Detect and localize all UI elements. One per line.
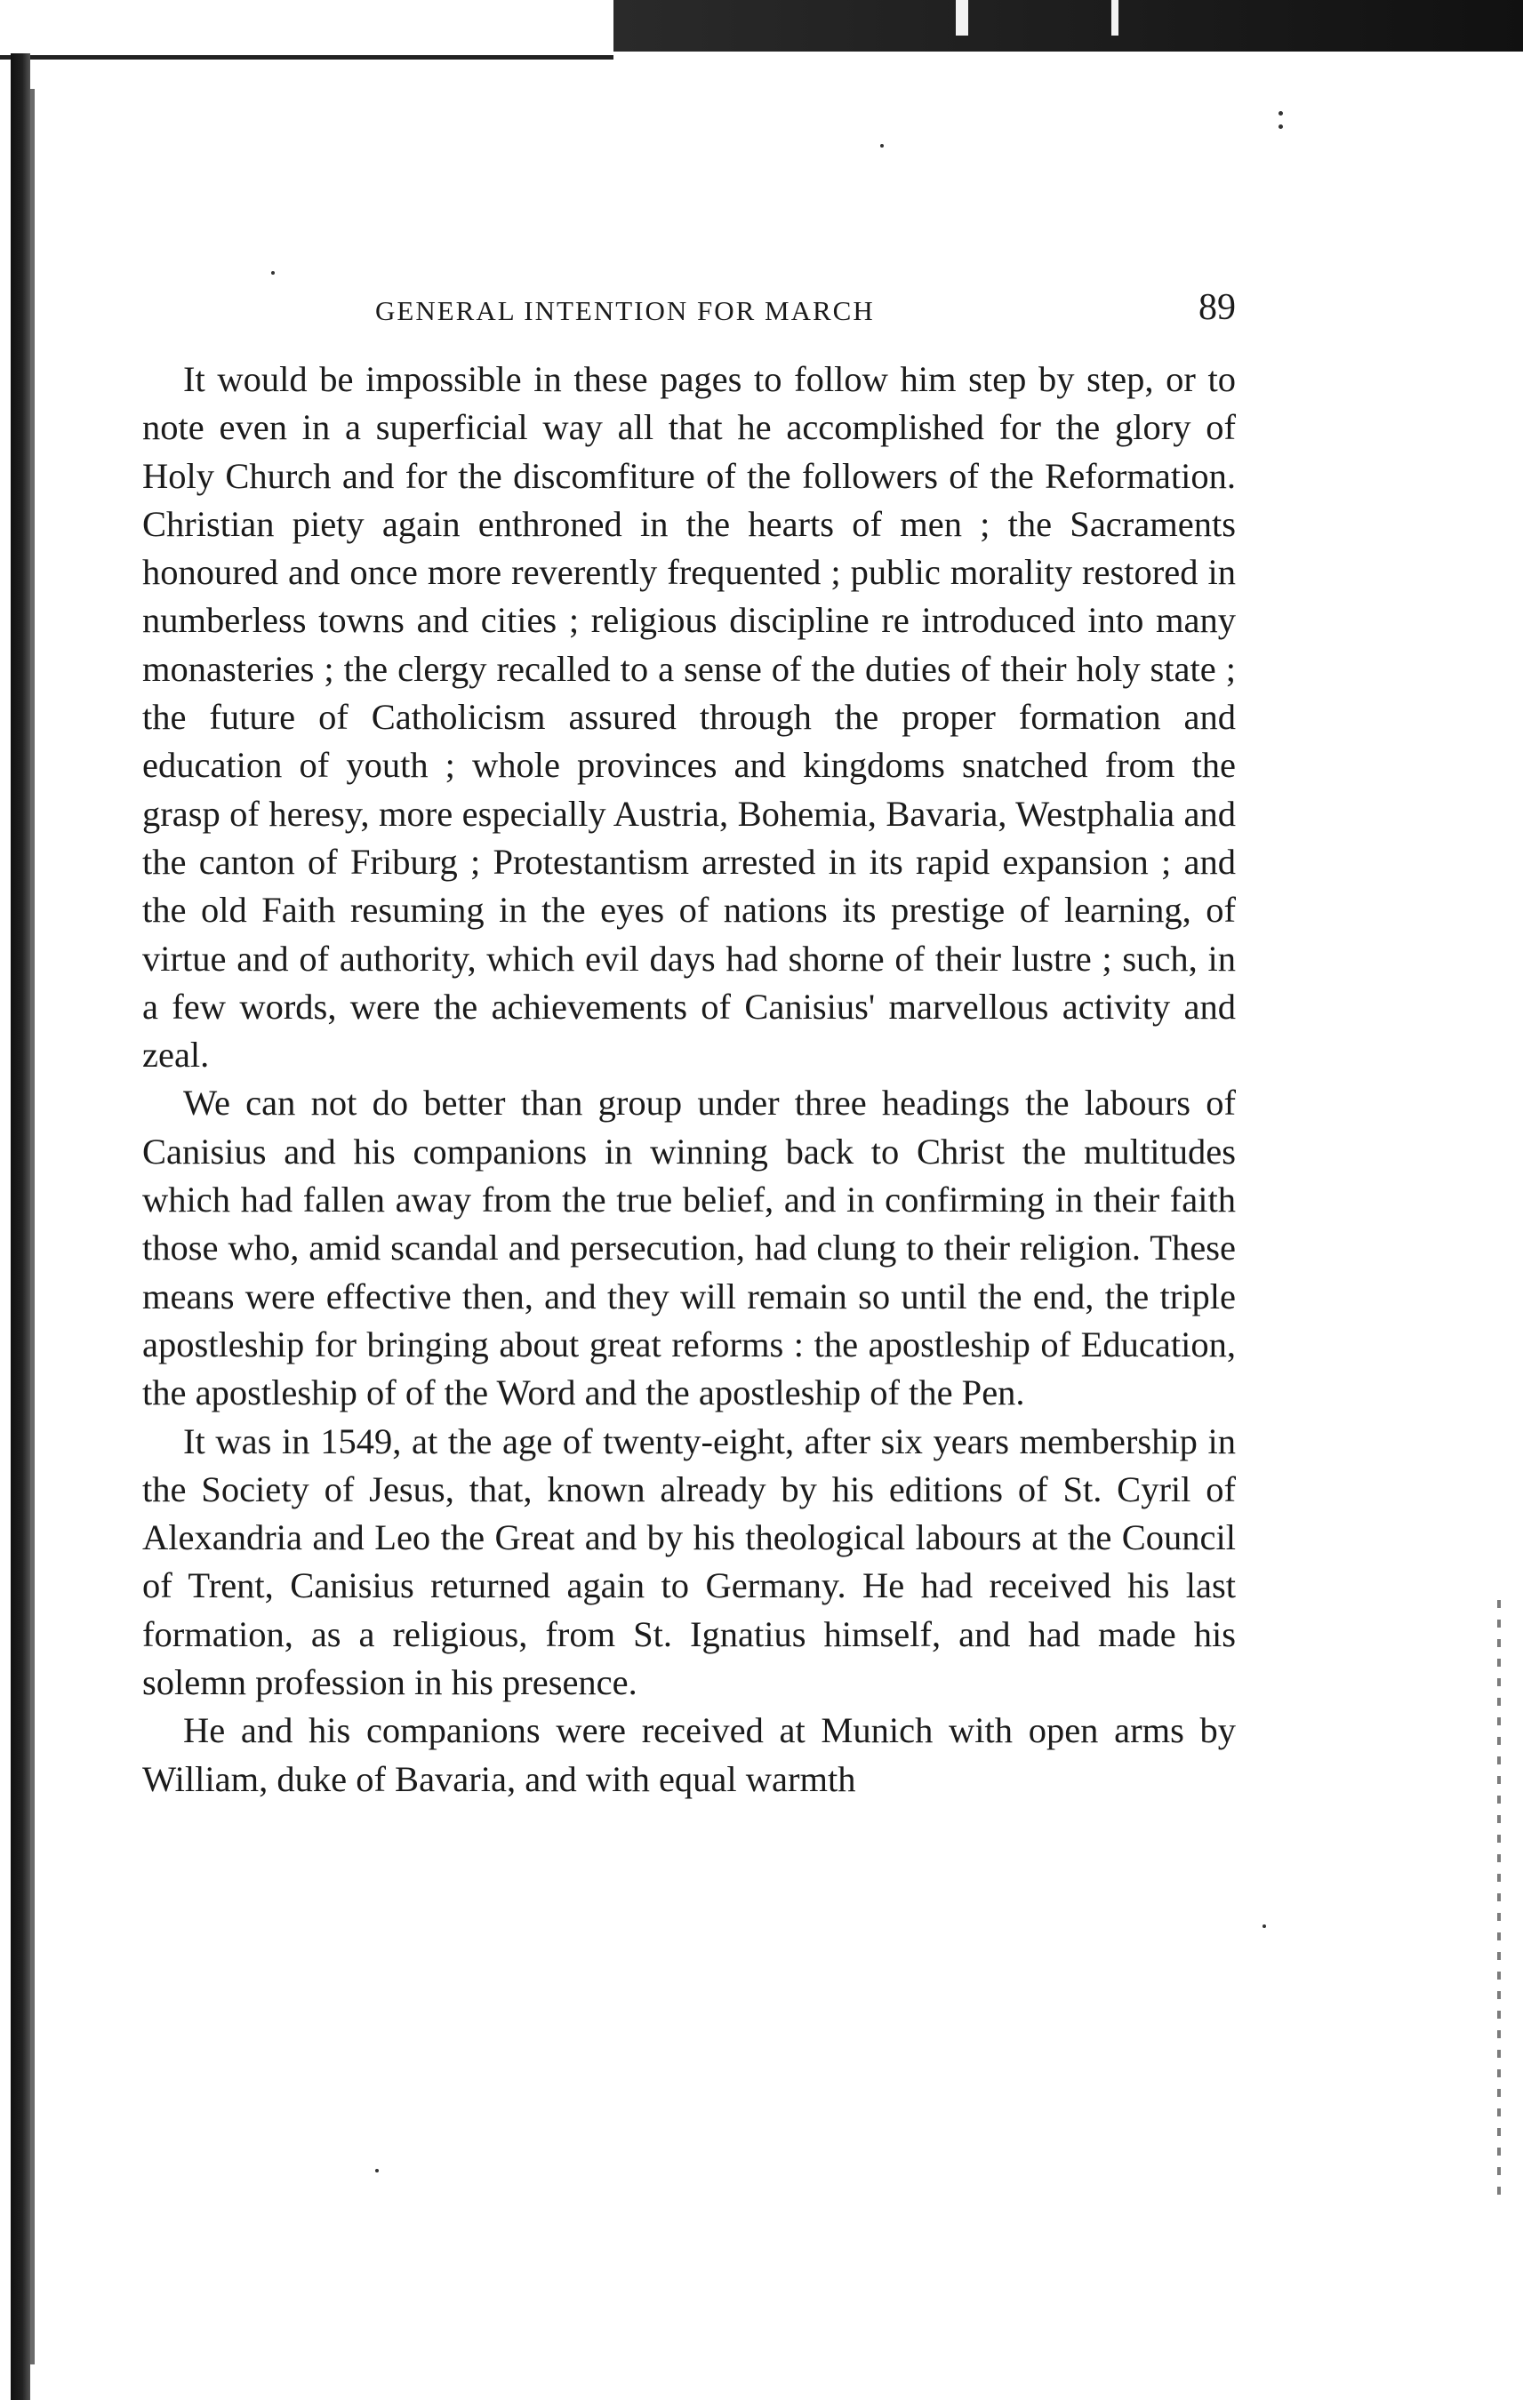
scan-speck xyxy=(1262,1924,1266,1928)
scan-top-edge xyxy=(0,0,613,60)
scan-binding-shadow xyxy=(30,89,35,2364)
page-number: 89 xyxy=(1198,287,1236,328)
scan-border-gap xyxy=(956,0,968,36)
paragraph: It would be impossible in these pages to follow him step by step, or to note even in a superficial way all that he accomplished for the glory of Holy Church and for the discomfiture of the followers of the Reformation. Christian piety again enthroned in the hearts of men ; the Sacraments honoured and once more reverently frequented ; public morality restored in numberless towns and cities ; religious discipline re introduced into many monasteries ; the clergy recalled to a sense of the duties of their holy state ; the future of Catholicism assured through the proper formation and education of youth ; whole provinces and kingdoms snatched from the grasp of heresy, more especially Austria, Bohemia, Bavaria, Westphalia and the canton of Friburg ; Protestantism arrested in its rapid expansion ; and the old Faith resuming in the eyes of nations its prestige of learning, of virtue and of authority, which evil days had shorne of their lustre ; such, in a few words, were the achievements of Canisius' marvellous activity and zeal. xyxy=(142,359,1236,1076)
running-title: GENERAL INTENTION FOR MARCH xyxy=(375,295,875,326)
body-text xyxy=(142,356,1236,1804)
scan-edge-dots xyxy=(1497,1600,1501,2204)
running-head xyxy=(142,286,1236,340)
paragraph: It was in 1549, at the age of twenty-eight, after six years membership in the Society of Jesus, that, known already by his editions of St. Cyril of Alexandria and Leo the Great and by his theological labours at the Council of Trent, Canisius returned again to Germany. He had received his last formation, as a religious, from St. Ignatius himself, and had made his solemn profession in his presence. xyxy=(142,1420,1236,1703)
scan-border-gap xyxy=(1111,0,1118,36)
scan-speck xyxy=(1279,111,1283,116)
scan-speck xyxy=(880,144,884,148)
paragraph: We can not do better than group under three headings the labours of Canisius and his companions in winning back to Christ the multitudes which had fallen away from the true belief, and in confirming in their faith those who, amid scandal and persecution, had clung to their religion. These means were effective then, and they will remain so until the end, the triple apostleship for bringing about great reforms : the apostleship of Education, the apostleship of of the Word and the apostleship of the Pen. xyxy=(142,1083,1236,1413)
scan-speck xyxy=(1279,124,1283,129)
scan-speck xyxy=(375,2169,379,2172)
scan-binding-edge xyxy=(11,53,30,2400)
paragraph: He and his companions were received at Munich with open arms by William, duke of Bavaria, and with equal warmth xyxy=(142,1710,1236,1799)
scan-speck xyxy=(271,271,275,275)
